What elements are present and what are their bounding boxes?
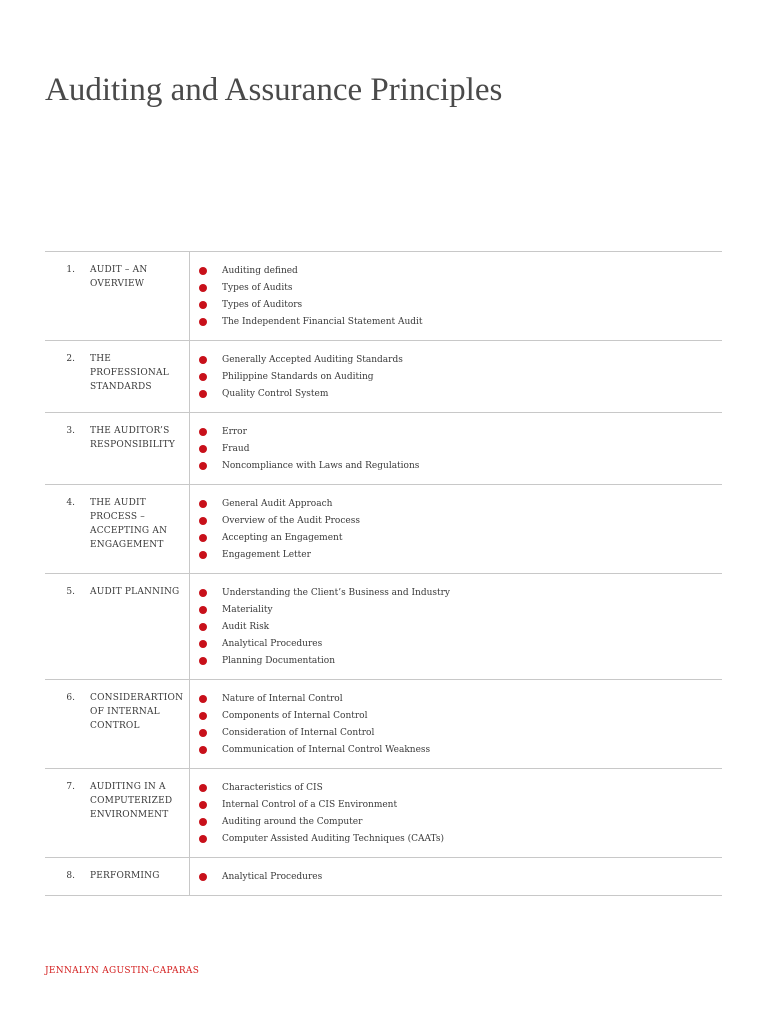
subtopic-label: Components of Internal Control bbox=[222, 710, 368, 721]
subtopic-label: Philippine Standards on Auditing bbox=[222, 371, 374, 382]
topic-title: THE PROFESSIONAL STANDARDS bbox=[90, 354, 169, 392]
outline-row bbox=[45, 341, 722, 413]
subtopic-label: Fraud bbox=[222, 443, 250, 454]
outline-row bbox=[45, 413, 722, 485]
subtopic-label: Understanding the Client’s Business and Industry bbox=[222, 587, 450, 598]
topic-title: PERFORMING bbox=[90, 871, 160, 881]
subtopic-item bbox=[199, 296, 722, 313]
subtopic-label: Overview of the Audit Process bbox=[222, 515, 360, 526]
subtopic-cell bbox=[190, 485, 722, 573]
subtopic-list bbox=[199, 690, 722, 758]
subtopic-item bbox=[199, 779, 722, 796]
bullet-icon bbox=[199, 500, 207, 508]
bullet-icon bbox=[199, 284, 207, 292]
outline-row bbox=[45, 858, 722, 896]
topic-title: THE AUDIT PROCESS – ACCEPTING AN ENGAGEMENT bbox=[90, 498, 168, 550]
subtopic-item bbox=[199, 495, 722, 512]
topic-number: 8. bbox=[66, 871, 75, 881]
subtopic-label: Analytical Procedures bbox=[222, 871, 323, 882]
subtopic-label: Planning Documentation bbox=[222, 655, 336, 666]
subtopic-label: Auditing around the Computer bbox=[222, 816, 363, 827]
topic-number: 1. bbox=[66, 265, 75, 275]
subtopic-cell bbox=[190, 858, 722, 895]
subtopic-label: Computer Assisted Auditing Techniques (CAATs) bbox=[222, 833, 445, 844]
bullet-icon bbox=[199, 801, 207, 809]
bullet-icon bbox=[199, 551, 207, 559]
topic-cell bbox=[45, 574, 190, 679]
subtopic-label: Auditing defined bbox=[222, 265, 298, 276]
topic-cell bbox=[45, 413, 190, 484]
bullet-icon bbox=[199, 301, 207, 309]
subtopic-cell bbox=[190, 341, 722, 412]
subtopic-item bbox=[199, 512, 722, 529]
bullet-icon bbox=[199, 445, 207, 453]
bullet-icon bbox=[199, 462, 207, 470]
topic-number: 5. bbox=[66, 587, 75, 597]
bullet-icon bbox=[199, 729, 207, 737]
topic-number: 4. bbox=[66, 498, 75, 508]
subtopic-item bbox=[199, 830, 722, 847]
topic-title: AUDIT – AN OVERVIEW bbox=[90, 265, 148, 289]
subtopic-cell bbox=[190, 680, 722, 768]
topic-number: 7. bbox=[66, 782, 75, 792]
subtopic-item bbox=[199, 457, 722, 474]
subtopic-item bbox=[199, 652, 722, 669]
bullet-icon bbox=[199, 695, 207, 703]
bullet-icon bbox=[199, 517, 207, 525]
bullet-icon bbox=[199, 873, 207, 881]
outline-row bbox=[45, 769, 722, 858]
topic-title: AUDITING IN A COMPUTERIZED ENVIRONMENT bbox=[90, 782, 173, 820]
bullet-icon bbox=[199, 267, 207, 275]
bullet-icon bbox=[199, 534, 207, 542]
subtopic-item bbox=[199, 618, 722, 635]
subtopic-label: Consideration of Internal Control bbox=[222, 727, 375, 738]
subtopic-item bbox=[199, 868, 722, 885]
bullet-icon bbox=[199, 835, 207, 843]
subtopic-list bbox=[199, 584, 722, 669]
subtopic-label: Types of Audits bbox=[222, 282, 293, 293]
subtopic-list bbox=[199, 868, 722, 885]
subtopic-label: Audit Risk bbox=[222, 621, 270, 632]
subtopic-label: Generally Accepted Auditing Standards bbox=[222, 354, 403, 365]
topic-title: THE AUDITOR’S RESPONSIBILITY bbox=[90, 426, 175, 450]
subtopic-list bbox=[199, 351, 722, 402]
outline-row bbox=[45, 574, 722, 680]
bullet-icon bbox=[199, 640, 207, 648]
bullet-icon bbox=[199, 373, 207, 381]
subtopic-label: Quality Control System bbox=[222, 388, 329, 399]
bullet-icon bbox=[199, 712, 207, 720]
bullet-icon bbox=[199, 390, 207, 398]
topic-cell bbox=[45, 858, 190, 895]
bullet-icon bbox=[199, 818, 207, 826]
topic-title: AUDIT PLANNING bbox=[90, 587, 180, 597]
bullet-icon bbox=[199, 589, 207, 597]
subtopic-label: Engagement Letter bbox=[222, 549, 311, 560]
document-title: Auditing and Assurance Principles bbox=[45, 72, 503, 108]
subtopic-item bbox=[199, 813, 722, 830]
outline-row bbox=[45, 485, 722, 574]
topic-cell bbox=[45, 341, 190, 412]
subtopic-label: Analytical Procedures bbox=[222, 638, 323, 649]
bullet-icon bbox=[199, 428, 207, 436]
bullet-icon bbox=[199, 746, 207, 754]
subtopic-label: Error bbox=[222, 426, 247, 437]
subtopic-item bbox=[199, 529, 722, 546]
outline-row bbox=[45, 252, 722, 341]
subtopic-item bbox=[199, 601, 722, 618]
topic-cell bbox=[45, 680, 190, 768]
subtopic-item bbox=[199, 690, 722, 707]
subtopic-item bbox=[199, 423, 722, 440]
subtopic-label: Types of Auditors bbox=[222, 299, 303, 310]
course-outline-table bbox=[45, 251, 722, 896]
subtopic-cell bbox=[190, 769, 722, 857]
subtopic-item bbox=[199, 796, 722, 813]
subtopic-item bbox=[199, 313, 722, 330]
subtopic-item bbox=[199, 385, 722, 402]
topic-cell bbox=[45, 769, 190, 857]
subtopic-label: Communication of Internal Control Weakness bbox=[222, 744, 431, 755]
subtopic-item bbox=[199, 279, 722, 296]
subtopic-label: Materiality bbox=[222, 604, 273, 615]
subtopic-label: Noncompliance with Laws and Regulations bbox=[222, 460, 420, 471]
subtopic-list bbox=[199, 423, 722, 474]
subtopic-cell bbox=[190, 413, 722, 484]
bullet-icon bbox=[199, 606, 207, 614]
author-footer: JENNALYN AGUSTIN-CAPARAS bbox=[45, 966, 200, 976]
topic-cell bbox=[45, 485, 190, 573]
subtopic-list bbox=[199, 495, 722, 563]
bullet-icon bbox=[199, 623, 207, 631]
subtopic-label: Characteristics of CIS bbox=[222, 782, 323, 793]
topic-cell bbox=[45, 252, 190, 340]
subtopic-list bbox=[199, 779, 722, 847]
subtopic-item bbox=[199, 724, 722, 741]
subtopic-label: General Audit Approach bbox=[222, 498, 333, 509]
subtopic-item bbox=[199, 584, 722, 601]
topic-number: 3. bbox=[66, 426, 75, 436]
topic-title: CONSIDERARTION OF INTERNAL CONTROL bbox=[90, 693, 184, 731]
bullet-icon bbox=[199, 318, 207, 326]
subtopic-item bbox=[199, 351, 722, 368]
subtopic-cell bbox=[190, 574, 722, 679]
subtopic-item bbox=[199, 707, 722, 724]
subtopic-label: The Independent Financial Statement Audit bbox=[222, 316, 423, 327]
subtopic-cell bbox=[190, 252, 722, 340]
subtopic-label: Internal Control of a CIS Environment bbox=[222, 799, 398, 810]
subtopic-item bbox=[199, 546, 722, 563]
topic-number: 6. bbox=[66, 693, 75, 703]
subtopic-item bbox=[199, 262, 722, 279]
subtopic-list bbox=[199, 262, 722, 330]
bullet-icon bbox=[199, 657, 207, 665]
subtopic-label: Accepting an Engagement bbox=[222, 532, 343, 543]
subtopic-item bbox=[199, 368, 722, 385]
subtopic-item bbox=[199, 440, 722, 457]
bullet-icon bbox=[199, 356, 207, 364]
subtopic-item bbox=[199, 741, 722, 758]
bullet-icon bbox=[199, 784, 207, 792]
subtopic-item bbox=[199, 635, 722, 652]
topic-number: 2. bbox=[66, 354, 75, 364]
outline-row bbox=[45, 680, 722, 769]
subtopic-label: Nature of Internal Control bbox=[222, 693, 343, 704]
